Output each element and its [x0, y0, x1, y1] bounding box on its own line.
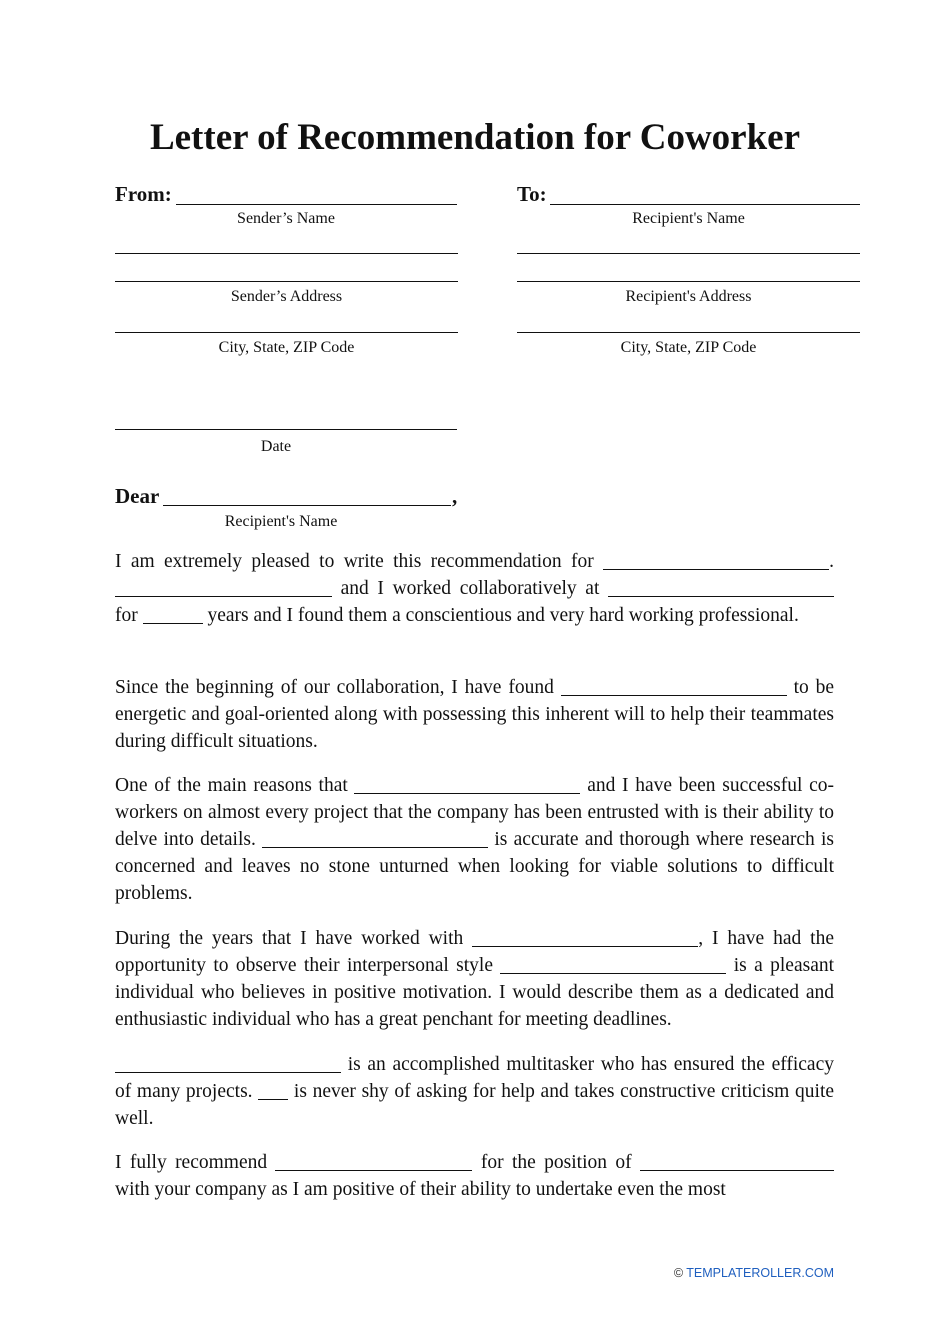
page-title: Letter of Recommendation for Coworker	[149, 117, 801, 158]
p4-coworker-name-blank-2[interactable]	[500, 954, 726, 974]
date-caption: Date	[260, 438, 292, 455]
paragraph-5	[115, 1051, 834, 1132]
date-field[interactable]	[115, 429, 457, 430]
p6-text-1: I fully recommend	[115, 1152, 268, 1173]
p2-text-1: Since the beginning of our collaboration, I have found	[115, 677, 554, 698]
p1-text-1: I am extremely pleased to write this recommendation for	[115, 551, 594, 572]
to-label: To:	[517, 182, 547, 206]
recipient-city-caption: City, State, ZIP Code	[620, 339, 757, 356]
p3-coworker-name-blank[interactable]	[354, 774, 580, 794]
p1-writer-name-blank[interactable]	[115, 577, 332, 597]
p1-text-4: for	[115, 605, 138, 626]
p3-text-1: One of the main reasons that	[115, 775, 348, 796]
sender-name-caption: Sender’s Name	[237, 210, 335, 227]
paragraph-4	[115, 925, 834, 1033]
recipient-address-caption: Recipient's Address	[625, 288, 752, 305]
paragraph-6	[115, 1149, 834, 1203]
sender-name-field[interactable]	[176, 204, 457, 205]
p3-text-3: is accurate and thorough where research is concerned and leaves no stone unturned when looking for viable solutions to difficult problems.	[115, 829, 835, 904]
p1-text-2: .	[829, 551, 834, 572]
p5-text-1: is an accomplished multitasker who has ensured the efficacy of many projects.	[115, 1054, 834, 1102]
sender-address-caption: Sender’s Address	[230, 288, 343, 305]
p1-text-5: years and I found them a conscientious and very hard working professional.	[207, 605, 799, 626]
p1-company-blank[interactable]	[608, 577, 834, 597]
p4-text-2: , I have had the opportunity to observe their interpersonal style	[115, 928, 835, 976]
from-label: From:	[115, 182, 172, 206]
p4-coworker-name-blank[interactable]	[472, 927, 698, 947]
p5-pronoun-blank[interactable]	[258, 1080, 288, 1100]
recipient-city-field[interactable]	[517, 332, 860, 333]
p2-coworker-name-blank[interactable]	[561, 676, 787, 696]
p4-text-3: is a pleasant individual who believes in positive motivation. I would describe them as a dedicated and enthusiastic individual who has a great penchant for meeting deadlines.	[115, 955, 835, 1030]
p1-years-blank[interactable]	[143, 604, 203, 624]
p5-coworker-name-blank[interactable]	[115, 1053, 341, 1073]
recipient-name-field[interactable]	[550, 204, 860, 205]
sender-city-caption: City, State, ZIP Code	[218, 339, 355, 356]
dear-label: Dear	[115, 484, 160, 508]
sender-address-line-2[interactable]	[115, 281, 458, 282]
p6-text-3: with your company as I am positive of their ability to undertake even the most	[115, 1179, 726, 1200]
p6-coworker-name-blank[interactable]	[275, 1151, 472, 1171]
footer-credit	[674, 1265, 834, 1281]
salutation-caption: Recipient's Name	[224, 513, 338, 530]
sender-city-field[interactable]	[115, 332, 458, 333]
p4-text-1: During the years that I have worked with	[115, 928, 464, 949]
p3-coworker-name-blank-2[interactable]	[262, 828, 488, 848]
paragraph-2	[115, 674, 834, 755]
recipient-address-line-1[interactable]	[517, 253, 860, 254]
salutation-name-field[interactable]	[163, 505, 451, 506]
recipient-address-line-2[interactable]	[517, 281, 860, 282]
p2-text-2: to be energetic and goal-oriented along with possessing this inherent will to help their teammates during difficult situations.	[115, 677, 835, 752]
p3-text-2: and I have been successful co-workers on almost every project that the company has been entrusted with is their ability to delve into details.	[115, 775, 835, 850]
p5-text-2: is never shy of asking for help and takes constructive criticism quite well.	[115, 1081, 835, 1129]
salutation-comma: ,	[452, 484, 458, 508]
recipient-name-caption: Recipient's Name	[632, 210, 745, 227]
p6-position-blank[interactable]	[640, 1151, 834, 1171]
paragraph-3	[115, 772, 834, 907]
footer-site-link[interactable]: TEMPLATEROLLER.COM	[686, 1266, 834, 1280]
p6-text-2: for the position of	[480, 1152, 632, 1173]
sender-address-line-1[interactable]	[115, 253, 458, 254]
p1-text-3: and I worked collaboratively at	[340, 578, 600, 599]
p1-coworker-name-blank[interactable]	[603, 550, 829, 570]
paragraph-1	[115, 548, 834, 629]
copyright-icon: ©	[673, 1266, 684, 1280]
